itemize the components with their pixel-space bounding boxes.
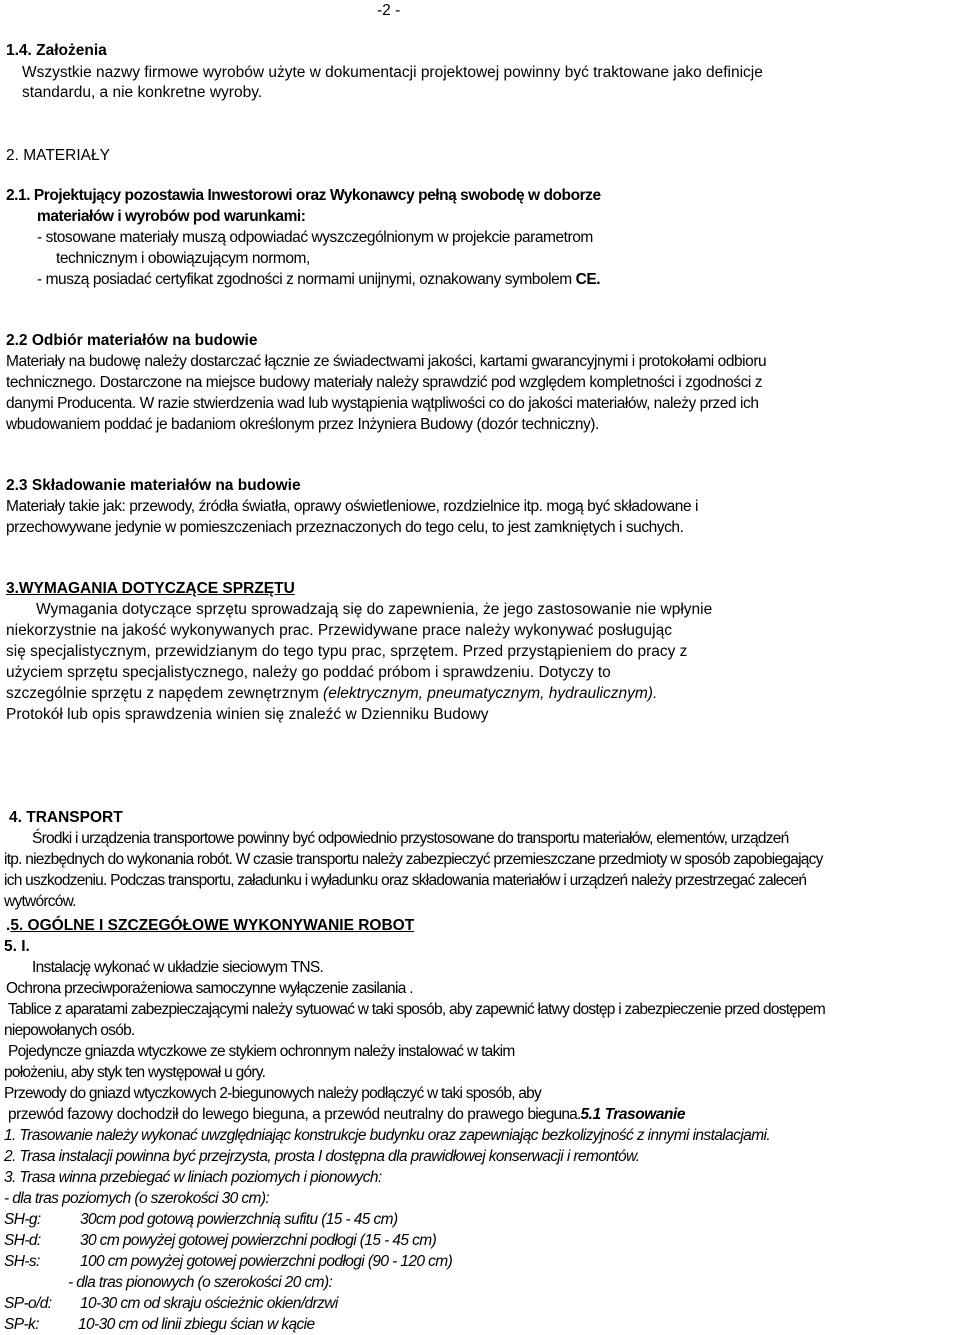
paragraph-line: Przewody do gniazd wtyczkowych 2-biegunowych należy podłączyć w taki sposób, aby	[4, 1085, 542, 1102]
section-5-heading-text: 5. OGÓLNE I SZCZEGÓŁOWE WYKONYWANIE ROBOT	[10, 917, 415, 934]
section-2-1-heading: 2.1. Projektujący pozostawia Inwestorowi oraz Wykonawcy pełną swobodę w doborze	[6, 187, 601, 204]
paragraph-line: Środki i urządzenia transportowe powinny być odpowiednio przystosowane do transportu materiałów, elementów, urządzeń	[32, 830, 789, 847]
list-item: - stosowane materiały muszą odpowiadać wyszczególnionym w projekcie parametrom	[37, 229, 593, 246]
paragraph-line: wytwórców.	[4, 893, 76, 910]
paragraph-line: przechowywane jedynie w pomieszczeniach przeznaczonych do tego celu, to jest zamkniętych i suchych.	[6, 519, 684, 536]
section-5-subheading: 5. I.	[4, 938, 30, 955]
trace-code: SH-d:	[4, 1232, 41, 1249]
paragraph-line: Tablice z aparatami zabezpieczającymi należy sytuować w taki sposób, aby zapewnić łatwy dostęp i zabezpieczenie przed dostępem	[8, 1001, 826, 1018]
paragraph-line: niepowołanych osób.	[4, 1022, 135, 1039]
paragraph-line: wbudowaniem poddać je badaniom określonym przez Inżyniera Budowy (dozór techniczny).	[6, 416, 599, 433]
section-1-4-heading: 1.4. Założenia	[6, 42, 107, 59]
list-item-text: - muszą posiadać certyfikat zgodności z normami unijnymi, oznakowany symbolem	[37, 271, 572, 288]
trace-description: 30cm pod gotową powierzchnią sufitu (15 - 45 cm)	[80, 1211, 398, 1228]
paragraph-line: Wszystkie nazwy firmowe wyrobów użyte w dokumentacji projektowej powinny być traktowane jako definicje	[22, 64, 763, 81]
paragraph-line: Instalację wykonać w układzie sieciowym TNS.	[32, 959, 324, 976]
paragraph-line: ich uszkodzeniu. Podczas transportu, załadunku i wyładunku oraz składowania materiałów i urządzeń należy przestrzegać zaleceń	[4, 872, 807, 889]
paragraph-text: przewód fazowy dochodził do lewego bieguna, a przewód neutralny do prawego	[8, 1106, 528, 1123]
paragraph-italic-text: (elektrycznym, pneumatycznym, hydraulicznym).	[323, 685, 658, 702]
list-item: 2. Trasa instalacji powinna być przejrzysta, prosta I dostępna dla prawidłowej konserwacji i remontów.	[4, 1148, 640, 1165]
section-4-heading-text: 4. TRANSPORT	[9, 809, 123, 826]
paragraph-line: użyciem sprzętu specjalistycznego, należy go poddać próbom i sprawdzeniu. Dotyczy to	[6, 664, 611, 681]
trace-description: 10-30 cm od skraju ościeżnic okien/drzwi	[80, 1295, 338, 1312]
section-5-1-heading: 5.1 Trasowanie	[580, 1106, 686, 1123]
paragraph-line: itp. niezbędnych do wykonania robót. W czasie transportu należy zabezpieczyć przemieszczane przedmioty w sposób zapobiegający	[4, 851, 823, 868]
paragraph-line: Pojedyncze gniazda wtyczkowe ze stykiem ochronnym należy instalować w takim	[8, 1043, 515, 1060]
page-number: -2 -	[377, 2, 401, 19]
ce-symbol: CE.	[575, 271, 601, 288]
paragraph-line: Wymagania dotyczące sprzętu sprowadzają się do zapewnienia, że jego zastosowanie nie wpłynie	[36, 601, 713, 618]
paragraph-line	[8, 1105, 685, 1125]
trace-description: 30 cm powyżej gotowej powierzchni podłogi (15 - 45 cm)	[80, 1232, 437, 1249]
paragraph-line: technicznego. Dostarczone na miejsce budowy materiały należy sprawdzić pod względem kompletności i zgodności z	[6, 374, 763, 391]
list-item: 1. Trasowanie należy wykonać uwzględniając konstrukcje budynku oraz zapewniając bezkolizyjność z innymi instalacjami.	[4, 1127, 771, 1144]
paragraph-line: Materiały na budowę należy dostarczać łącznie ze świadectwami jakości, kartami gwarancyjnymi i protokołami odbioru	[6, 353, 767, 370]
section-2-2-heading	[6, 331, 258, 351]
list-item	[37, 270, 600, 290]
paragraph-line: materiałów i wyrobów pod warunkami:	[37, 208, 306, 225]
paragraph-line	[6, 684, 657, 704]
trace-description: 100 cm powyżej gotowej powierzchni podłogi (90 - 120 cm)	[80, 1253, 453, 1270]
trace-code: SP-k:	[4, 1316, 39, 1333]
section-5-heading	[6, 916, 414, 936]
paragraph-line: położeniu, aby styk ten występował u góry.	[4, 1064, 266, 1081]
section-4-heading	[9, 808, 123, 828]
section-5-heading-dot: .	[6, 917, 11, 934]
list-item: 3. Trasa winna przebiegać w liniach poziomych i pionowych:	[4, 1169, 382, 1186]
paragraph-line: Materiały takie jak: przewody, źródła światła, oprawy oświetleniowe, rozdzielnice itp. mogą być składowane i	[6, 498, 699, 515]
section-2-3-heading: 2.3 Składowanie materiałów na budowie	[6, 477, 301, 494]
section-2-heading: 2. MATERIAŁY	[6, 147, 110, 164]
section-3-heading: 3.WYMAGANIA DOTYCZĄCE SPRZĘTU	[6, 580, 295, 597]
section-2-2-heading-text: 2.2 Odbiór materiałów na budowie	[6, 332, 258, 349]
list-item: - dla tras poziomych (o szerokości 30 cm):	[4, 1190, 270, 1207]
paragraph-line: się specjalistycznym, przewidzianym do tego typu prac, sprzętem. Przed przystąpieniem do pracy z	[6, 643, 688, 660]
paragraph-line: danymi Producenta. W razie stwierdzenia wad lub wystąpienia wątpliwości co do jakości materiałów, należy przed ich	[6, 395, 759, 412]
trace-code: SH-g:	[4, 1211, 41, 1228]
paragraph-line: standardu, a nie konkretne wyroby.	[22, 84, 263, 101]
paragraph-line: Ochrona przeciwporażeniowa samoczynne wyłączenie zasilania .	[6, 980, 413, 997]
trace-code: SP-o/d:	[4, 1295, 52, 1312]
list-item: technicznym i obowiązującym normom,	[56, 250, 310, 267]
paragraph-line: niekorzystnie na jakość wykonywanych prac. Przewidywane prace należy wykonywać posługując	[6, 622, 672, 639]
paragraph-line: Protokół lub opis sprawdzenia winien się znaleźć w Dzienniku Budowy	[6, 706, 489, 723]
trace-code: SH-s:	[4, 1253, 40, 1270]
paragraph-text: bieguna.	[527, 1106, 581, 1123]
trace-description: 10-30 cm od linii zbiegu ścian w kącie	[78, 1316, 315, 1333]
paragraph-text: szczególnie sprzętu z napędem zewnętrznym	[6, 685, 324, 702]
trace-subheading: - dla tras pionowych (o szerokości 20 cm):	[68, 1274, 333, 1291]
